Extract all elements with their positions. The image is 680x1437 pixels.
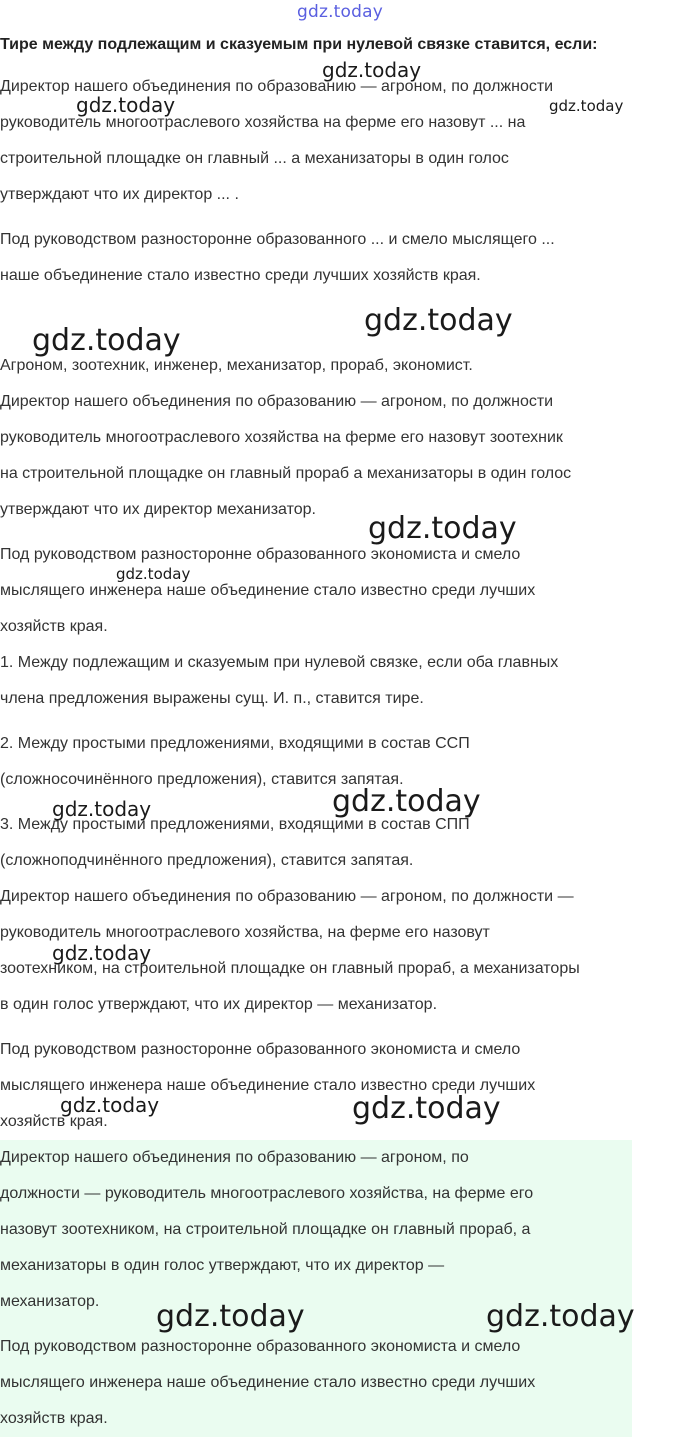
punctuated-line: Директор нашего объединения по образованию — агроном, по должности — — [0, 888, 574, 905]
filled-line: утверждают что их директор механизатор. — [0, 501, 316, 518]
rule-line: (сложноподчинённого предложения), ставится запятая. — [0, 852, 414, 869]
task-line: наше объединение стало известно среди лучших хозяйств края. — [0, 267, 481, 284]
task-line: Директор нашего объединения по образованию — агроном, по должности — [0, 78, 554, 95]
filled-line: хозяйств края. — [0, 618, 108, 635]
watermark: gdz.today — [32, 323, 181, 358]
filled-line: мыслящего инженера наше объединение стало известно среди лучших — [0, 582, 536, 599]
answer-line: Под руководством разносторонне образованного экономиста и смело — [0, 1338, 521, 1355]
watermark: gdz.today — [52, 797, 152, 821]
filled-line: Под руководством разносторонне образованного экономиста и смело — [0, 546, 521, 563]
rule-line: члена предложения выражены сущ. И. п., ставится тире. — [0, 690, 424, 707]
watermark: gdz.today — [549, 97, 624, 115]
watermark: gdz.today — [486, 1299, 635, 1334]
task-title: Тире между подлежащим и сказуемым при нулевой связке ставится, если: — [0, 36, 598, 53]
answer-line: механизатор. — [0, 1293, 100, 1310]
task-line: Под руководством разносторонне образованного ... и смело мыслящего ... — [0, 231, 555, 248]
punctuated-line: хозяйств края. — [0, 1113, 108, 1130]
punctuated-line: руководитель многоотраслевого хозяйства, на ферме его назовут — [0, 924, 490, 941]
answer-line: хозяйств края. — [0, 1410, 108, 1427]
watermark: gdz.today — [116, 565, 191, 583]
watermark: gdz.today — [332, 784, 481, 819]
punctuated-line: мыслящего инженера наше объединение стало известно среди лучших — [0, 1077, 536, 1094]
task-line: утверждают что их директор ... . — [0, 186, 239, 203]
task-line: строительной площадке он главный ... а механизаторы в один голос — [0, 150, 509, 167]
watermark: gdz.today — [352, 1091, 501, 1126]
filled-line: руководитель многоотраслевого хозяйства на ферме его назовут зоотехник — [0, 429, 563, 446]
rule-line: (сложносочинённого предложения), ставится запятая. — [0, 771, 404, 788]
answer-line: мыслящего инженера наше объединение стало известно среди лучших — [0, 1374, 536, 1391]
rule-line: 3. Между простыми предложениями, входящими в состав СПП — [0, 816, 470, 833]
watermark: gdz.today — [52, 941, 152, 965]
words-list: Агроном, зоотехник, инженер, механизатор, прораб, экономист. — [0, 357, 473, 374]
answer-line: Директор нашего объединения по образованию — агроном, по — [0, 1149, 469, 1166]
watermark: gdz.today — [156, 1299, 305, 1334]
punctuated-line: зоотехником, на строительной площадке он главный прораб, а механизаторы — [0, 960, 580, 977]
rule-line: 1. Между подлежащим и сказуемым при нулевой связке, если оба главных — [0, 654, 559, 671]
answer-line: механизаторы в один голос утверждают, что их директор — — [0, 1257, 445, 1274]
watermark: gdz.today — [76, 93, 176, 117]
punctuated-line: Под руководством разносторонне образованного экономиста и смело — [0, 1041, 521, 1058]
filled-line: на строительной площадке он главный прораб а механизаторы в один голос — [0, 465, 572, 482]
punctuated-line: в один голос утверждают, что их директор — механизатор. — [0, 996, 438, 1013]
watermark: gdz.today — [322, 58, 422, 82]
answer-line: назовут зоотехником, на строительной площадке он главный прораб, а — [0, 1221, 531, 1238]
watermark: gdz.today — [364, 303, 513, 338]
answer-line: должности — руководитель многоотраслевого хозяйства, на ферме его — [0, 1185, 534, 1202]
task-line: руководитель многоотраслевого хозяйства на ферме его назовут ... на — [0, 114, 526, 131]
watermark: gdz.today — [60, 1093, 160, 1117]
watermark: gdz.today — [368, 511, 517, 546]
site-logo[interactable]: gdz.today — [296, 2, 384, 22]
rule-line: 2. Между простыми предложениями, входящими в состав ССП — [0, 735, 470, 752]
filled-line: Директор нашего объединения по образованию — агроном, по должности — [0, 393, 554, 410]
